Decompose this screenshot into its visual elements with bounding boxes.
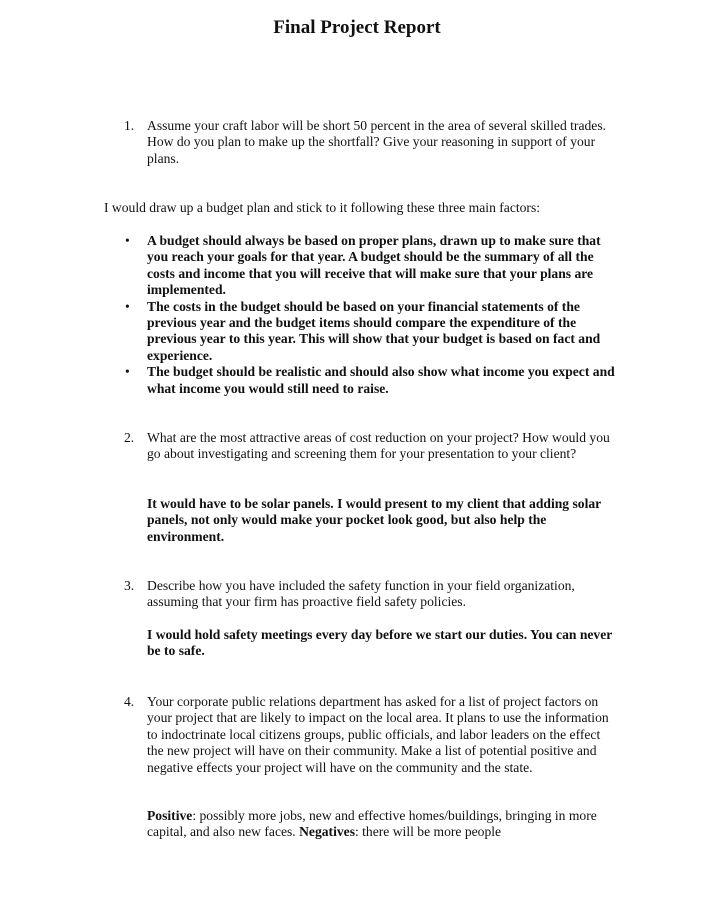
answer-1-intro: I would draw up a budget plan and stick to it following these three main factors: (104, 200, 541, 215)
answer-1-bullet-1 (125, 233, 617, 299)
document-title: Final Project Report (273, 17, 441, 38)
answer-4-negative-text: : there will be more people (354, 824, 502, 840)
answer-1-bullet-2-text: The costs in the budget should be based on your financial statements of the previous year and the budget items should compare the expenditure of the previous year to this year. This will show that your budget is based on fact and experience. (147, 298, 601, 363)
bullet-icon: • (125, 298, 130, 314)
answer-1-bullet-3 (125, 364, 617, 397)
answer-1-bullet-list (125, 233, 617, 397)
question-2-number: 2. (124, 430, 135, 445)
answer-1-bullet-1-text: A budget should always be based on proper plans, drawn up to make sure that you reach your goals for that year. A budget should be the summary of all the costs and income that you will receive that will make sure that your plans are implemented. (147, 233, 601, 298)
answer-1-bullet-2 (125, 298, 617, 365)
question-3-text: Describe how you have included the safety function in your field organization, assuming that your firm has proactive field safety policies. (147, 578, 575, 610)
question-4-number: 4. (124, 694, 135, 709)
answer-3-text: I would hold safety meetings every day before we start our duties. You can never be to safe. (147, 627, 613, 659)
answer-2-text: It would have to be solar panels. I would present to my client that adding solar panels, not only would make your pocket look good, but also help the environment. (147, 496, 601, 544)
question-3-number: 3. (124, 578, 135, 593)
answer-4-text (147, 808, 617, 841)
bullet-icon: • (125, 364, 130, 380)
bullet-icon: • (125, 233, 130, 248)
answer-4-positive-label: Positive (147, 808, 193, 823)
question-2-text: What are the most attractive areas of cost reduction on your project? How would you go about investigating and screening them for your presentation to your client? (147, 430, 610, 462)
question-1-text: Assume your craft labor will be short 50 percent in the area of several skilled trades. How do you plan to make up the shortfall? Give your reasoning in support of your plans. (147, 118, 607, 166)
answer-1-bullet-3-text: The budget should be realistic and should also show what income you expect and what income you would still need to raise. (147, 364, 615, 396)
question-4-text: Your corporate public relations department has asked for a list of project factors on your project that are likely to impact on the local area. It plans to use the information to indoctrinate local citizens groups, public officials, and labor leaders on the effect the new project will have on their community. Make a list of potential positive and negative effects your project will have on the community and the state. (147, 694, 609, 775)
question-1-number: 1. (124, 118, 135, 133)
answer-4-positive-text: : possibly more jobs, new and effective homes/buildings, bringing in more capital, and also new faces. (147, 808, 597, 840)
answer-4-negative-label: Negatives (299, 824, 355, 840)
